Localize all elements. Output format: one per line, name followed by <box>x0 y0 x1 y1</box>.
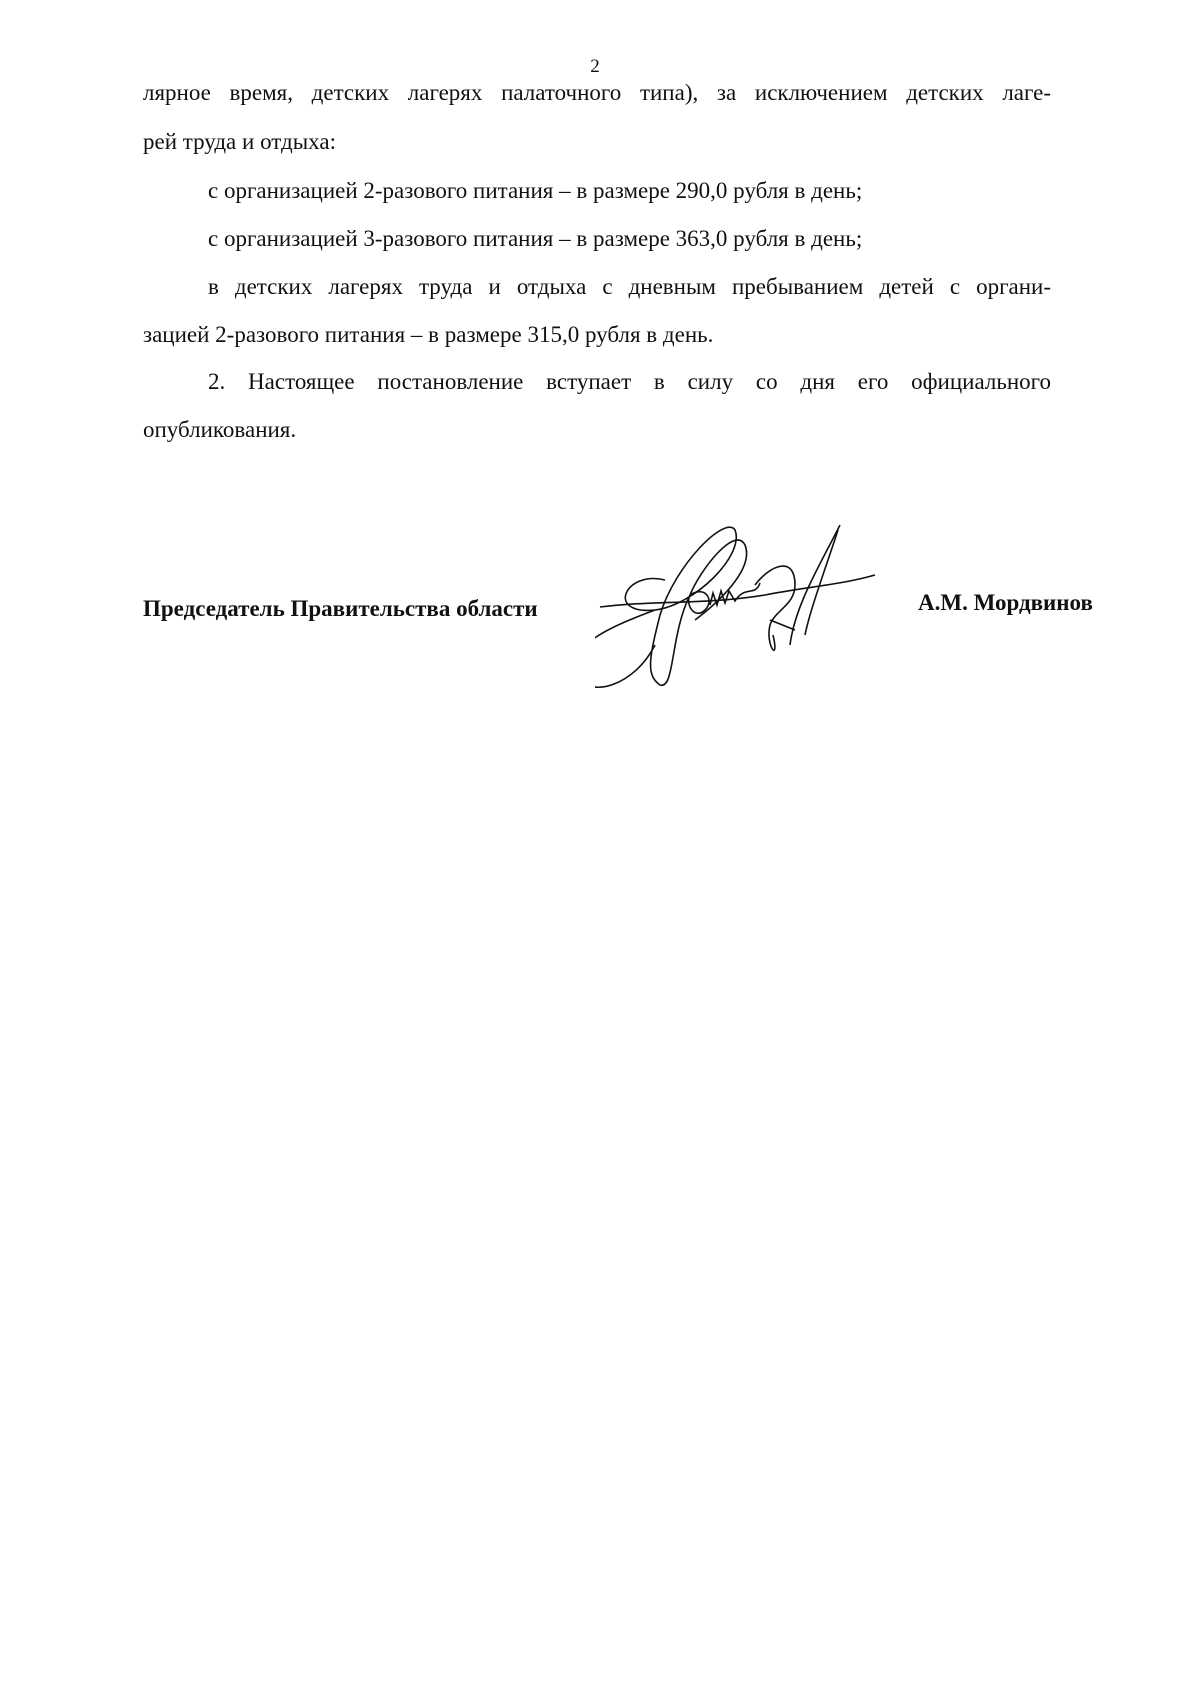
paragraph-line: 2. Настоящее постановление вступает в силу со дня его официального <box>208 369 1051 394</box>
signatory-title: Председатель Правительства области <box>143 596 538 621</box>
paragraph-line: рей труда и отдыха: <box>143 129 336 154</box>
paragraph-line: с организацией 3-разового питания – в размере 363,0 рубля в день; <box>208 226 863 251</box>
paragraph-line: лярное время, детских лагерях палаточного типа), за исключением детских лаге- <box>143 80 1051 105</box>
handwritten-signature <box>595 525 935 735</box>
signatory-name: А.М. Мордвинов <box>918 590 1093 615</box>
paragraph-line: зацией 2-разового питания – в размере 315,0 рубля в день. <box>143 322 714 347</box>
paragraph-line: опубликования. <box>143 417 297 442</box>
paragraph-line: с организацией 2-разового питания – в размере 290,0 рубля в день; <box>208 178 863 203</box>
page-number: 2 <box>590 56 600 77</box>
paragraph-line: в детских лагерях труда и отдыха с дневным пребыванием детей с органи- <box>208 274 1051 299</box>
